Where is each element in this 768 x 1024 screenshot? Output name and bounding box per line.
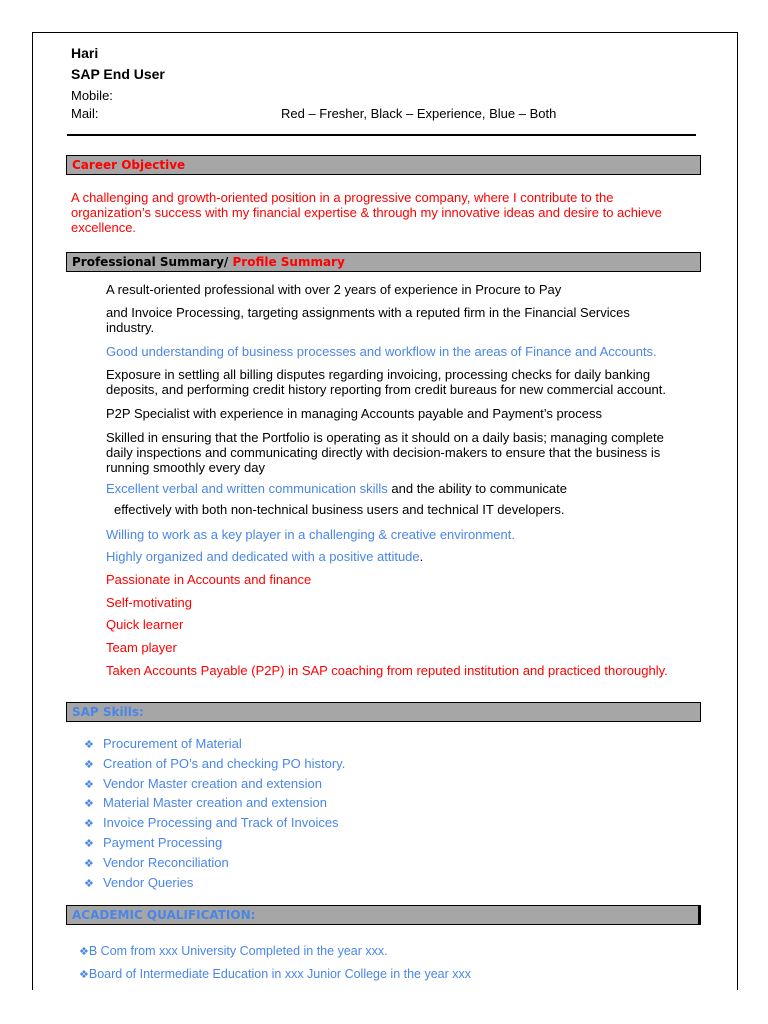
diamond-bullet-icon: ❖ bbox=[84, 758, 94, 771]
summary-p10 bbox=[106, 549, 423, 564]
sap-skills-list bbox=[84, 735, 345, 893]
academic-heading bbox=[66, 905, 701, 925]
summary-p7-black: and the ability to communicate bbox=[387, 481, 568, 496]
summary-p10-blue: Highly organized and dedicated with a positive attitude bbox=[106, 549, 420, 564]
list-item: ❖ Procurement of Material bbox=[84, 735, 345, 755]
summary-p4 bbox=[106, 367, 666, 397]
summary-p8: effectively with both non-technical business users and technical IT developers. bbox=[114, 502, 565, 517]
summary-p12: Self-motivating bbox=[106, 595, 192, 610]
professional-summary-heading bbox=[66, 252, 701, 272]
summary-p6-line3: running smoothly every day bbox=[106, 460, 265, 475]
mail-label: Mail: bbox=[71, 106, 99, 121]
academic-item: ❖Board of Intermediate Education in xxx Junior College in the year xxx bbox=[79, 967, 472, 981]
summary-p10-black: . bbox=[419, 549, 424, 564]
summary-p4-line2: deposits, and performing credit history reporting from credit bureaus for new commercial account. bbox=[106, 382, 666, 397]
list-item: ❖ Creation of PO’s and checking PO history. bbox=[84, 755, 345, 775]
list-item: ❖ Invoice Processing and Track of Invoices bbox=[84, 814, 345, 834]
summary-p6 bbox=[106, 430, 664, 475]
sap-skills-heading bbox=[66, 702, 701, 722]
summary-p9: Willing to work as a key player in a challenging & creative environment. bbox=[106, 527, 515, 542]
summary-p2 bbox=[106, 305, 630, 335]
candidate-name: Hari bbox=[71, 45, 99, 61]
summary-p7-blue: Excellent verbal and written communication skills bbox=[106, 481, 388, 496]
summary-p11: Passionate in Accounts and finance bbox=[106, 572, 312, 587]
career-objective-heading bbox=[66, 155, 701, 175]
header-divider bbox=[67, 134, 696, 136]
list-item: ❖ Vendor Reconciliation bbox=[84, 854, 345, 874]
list-item: ❖ Vendor Queries bbox=[84, 874, 345, 894]
career-line-3: excellence. bbox=[71, 220, 137, 235]
summary-p13: Quick learner bbox=[106, 617, 184, 632]
candidate-role: SAP End User bbox=[71, 66, 165, 82]
summary-p14: Team player bbox=[106, 640, 177, 655]
academic-item: ❖B Com from xxx University Completed in the year xxx. bbox=[79, 944, 388, 958]
summary-p15: Taken Accounts Payable (P2P) in SAP coaching from reputed institution and practiced thoroughly. bbox=[106, 663, 668, 678]
summary-p2-line2: industry. bbox=[106, 320, 155, 335]
career-line-2: organization’s success with my financial expertise & through my innovative ideas and desire to achieve bbox=[71, 205, 662, 220]
list-item: ❖ Material Master creation and extension bbox=[84, 794, 345, 814]
diamond-bullet-icon: ❖ bbox=[79, 969, 89, 981]
diamond-bullet-icon: ❖ bbox=[79, 946, 89, 958]
summary-p2-line1: and Invoice Processing, targeting assignments with a reputed firm in the Financial Services bbox=[106, 305, 630, 320]
diamond-bullet-icon: ❖ bbox=[84, 778, 94, 791]
summary-p1: A result-oriented professional with over 2 years of experience in Procure to Pay bbox=[106, 282, 562, 297]
summary-p3: Good understanding of business processes and workflow in the areas of Finance and Accounts. bbox=[106, 344, 657, 359]
diamond-bullet-icon: ❖ bbox=[84, 798, 94, 811]
career-line-1: A challenging and growth-oriented position in a progressive company, where I contribute to the bbox=[71, 190, 614, 205]
diamond-bullet-icon: ❖ bbox=[84, 818, 94, 831]
summary-p4-line1: Exposure in settling all billing disputes regarding invoicing, processing checks for daily banking bbox=[106, 367, 651, 382]
diamond-bullet-icon: ❖ bbox=[84, 877, 94, 890]
summary-p5: P2P Specialist with experience in managing Accounts payable and Payment’s process bbox=[106, 406, 602, 421]
summary-title-red: Profile Summary bbox=[232, 255, 345, 269]
summary-p6-line1: Skilled in ensuring that the Portfolio is operating as it should on a daily basis; managing complete bbox=[106, 430, 664, 445]
summary-title-black: Professional Summary/ bbox=[72, 255, 233, 269]
summary-p6-line2: daily inspections and communicating directly with decision-makers to ensure that the business is bbox=[106, 445, 661, 460]
list-item: ❖ Vendor Master creation and extension bbox=[84, 775, 345, 795]
mobile-label: Mobile: bbox=[71, 88, 113, 103]
summary-p7 bbox=[106, 481, 567, 496]
career-objective-text bbox=[71, 190, 662, 235]
sap-skills-title: SAP Skills: bbox=[72, 705, 144, 719]
diamond-bullet-icon: ❖ bbox=[84, 857, 94, 870]
diamond-bullet-icon: ❖ bbox=[84, 837, 94, 850]
color-legend: Red – Fresher, Black – Experience, Blue – Both bbox=[281, 106, 557, 121]
academic-title: ACADEMIC QUALIFICATION: bbox=[72, 908, 256, 922]
list-item: ❖ Payment Processing bbox=[84, 834, 345, 854]
career-objective-title: Career Objective bbox=[72, 158, 186, 172]
diamond-bullet-icon: ❖ bbox=[84, 739, 94, 751]
